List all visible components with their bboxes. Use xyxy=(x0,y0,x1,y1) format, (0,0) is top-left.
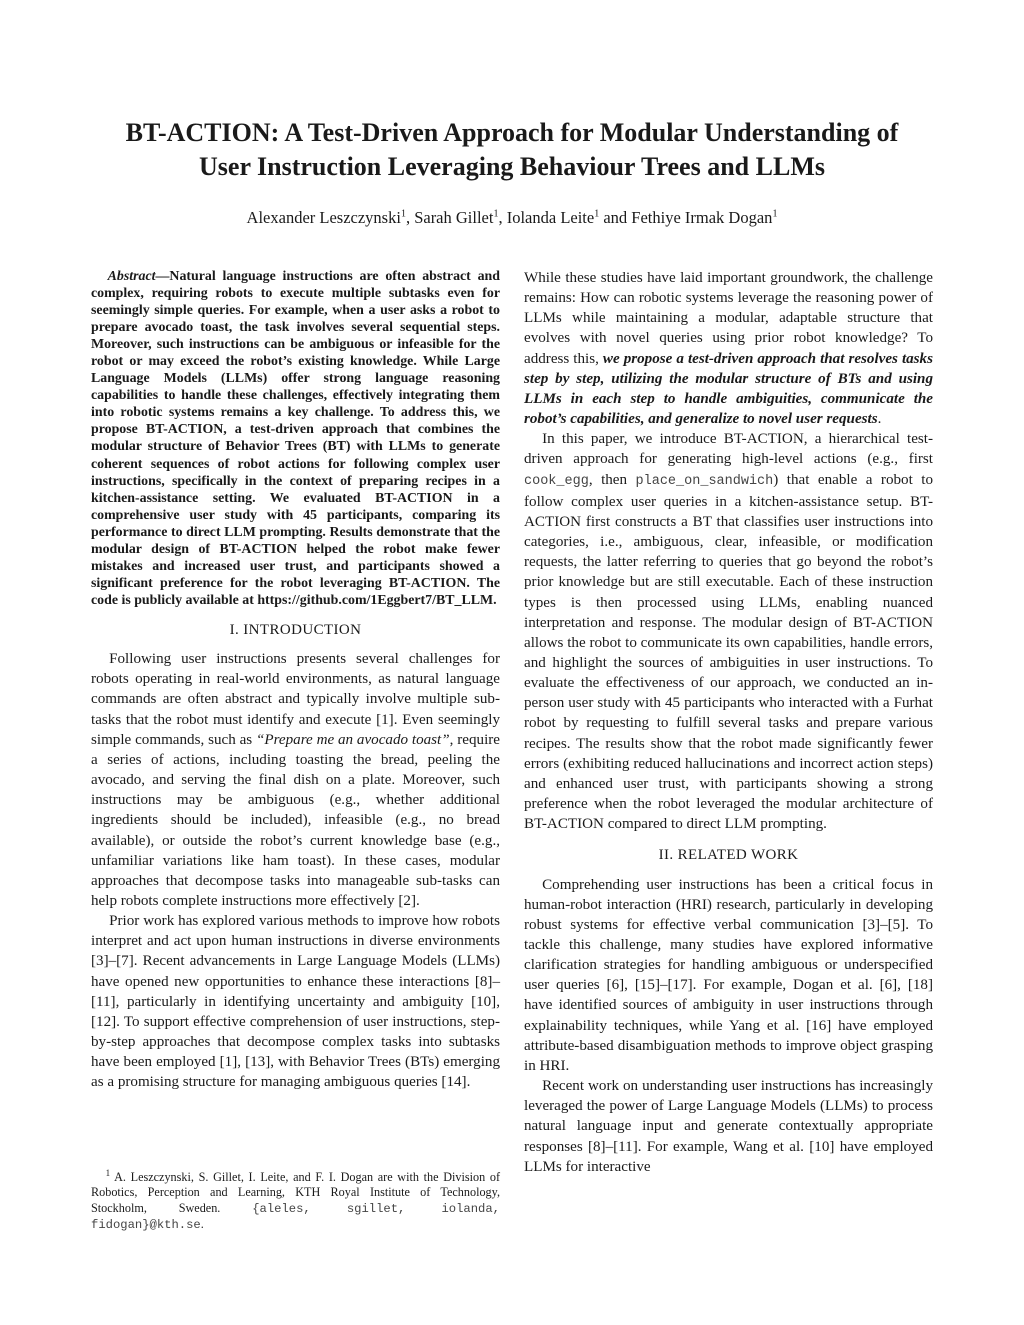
paragraph-text: . xyxy=(877,411,882,428)
author-list xyxy=(80,208,944,228)
section-heading-related-work: II. RELATED WORK xyxy=(658,847,799,864)
abstract xyxy=(91,268,500,609)
author-name: Iolanda Leite xyxy=(506,208,595,227)
footnote-text: . xyxy=(200,1217,204,1232)
paper-title xyxy=(80,116,944,184)
left-column xyxy=(91,268,500,1093)
paragraph xyxy=(524,268,933,429)
paragraph-text: , then xyxy=(588,471,636,488)
title-line-2: User Instruction Leveraging Behaviour Trees and LLMs xyxy=(199,152,825,181)
section-heading-introduction: I. INTRODUCTION xyxy=(229,621,362,638)
paragraph-text: , require a series of actions, including toasting the bread, peeling the avocado, and serving the final dish on a plate. Moreover, such instructions may be ambiguous (e.g., whether additional ingredients should be included), infeasible (e.g., no bread available), or outside the robot’s current knowledge base (e.g., unfamiliar variations like ham toast). In these cases, modular approaches that decompose tasks into manageable sub-tasks can help robots complete instructions more effectively [2]. xyxy=(91,731,501,909)
paragraph xyxy=(91,649,500,911)
paragraph-text: In this paper, we introduce BT-ACTION, a hierarchical test-driven approach for generating high-level actions (e.g., first xyxy=(524,431,933,468)
paragraph: Recent work on understanding user instructions has increasingly leveraged the power of Large Language Models (LLMs) to process natural language input and generate contextually appropriate responses [8]–[11]. For example, Wang et al. [10] have employed LLMs for interactive xyxy=(524,1078,933,1175)
author-name: Alexander Leszczynski xyxy=(246,208,401,227)
author-separator: , xyxy=(405,208,415,227)
code-action-name: cook_egg xyxy=(524,473,589,489)
abstract-dash: — xyxy=(155,269,170,284)
affiliation-marker: 1 xyxy=(594,208,600,220)
footnote-marker: 1 xyxy=(105,1168,111,1178)
paragraph xyxy=(524,429,933,834)
footnote-text: A. Leszczynski, S. Gillet, I. Leite, and F. I. Dogan are with the Division of Robotics, Perception and Learning, KTH Royal Institute of Technology, Stockholm, Sweden. xyxy=(91,1170,501,1215)
affiliation-marker: 1 xyxy=(772,208,778,220)
right-column xyxy=(524,268,933,1177)
paragraph: Prior work has explored various methods to improve how robots interpret and act upon human instructions in diverse environments [3]–[7]. Recent advancements in Large Language Models (LLMs) have opened new opportunities to enhance these interactions [8]–[11], particularly in identifying uncertainty and ambiguity [10], [12]. To support effective comprehension of user instructions, step-by-step approaches that decompose complex tasks into subtasks have been employed [1], [13], with Behavior Trees (BTs) emerging as a promising structure for managing ambiguous queries [14]. xyxy=(91,913,500,1091)
code-action-name: place_on_sandwich xyxy=(635,473,774,489)
title-line-1: BT-ACTION: A Test-Driven Approach for Modular Understanding of xyxy=(125,118,899,147)
affiliation-marker: 1 xyxy=(400,208,406,220)
author-name: Sarah Gillet xyxy=(414,208,494,227)
author-separator: , xyxy=(498,208,507,227)
abstract-text: Natural language instructions are often abstract and complex, requiring robots to execute multiple subtasks even for seemingly simple queries. For example, when a user asks a robot to prepare avocado toast, the task involves several sequential steps. Moreover, such instructions can be ambiguous or infeasible for the robot or may exceed the robot’s existing knowledge. While Large Language Models (LLMs) offer strong language reasoning capabilities to handle these challenges, effectively integrating them into robotic systems remains a key challenge. To address this, we propose BT-ACTION, a test-driven approach that combines the modular structure of Behavior Trees (BT) with LLMs to generate coherent sequences of robot actions for following complex user instructions, specifically in the context of preparing recipes in a kitchen-assistance setting. We evaluated BT-ACTION in a comprehensive user study with 45 participants, comparing its performance to direct LLM prompting. Results demonstrate that the modular design of BT-ACTION helped the robot make fewer mistakes and increased user trust, and participants showed a significant preference for the robot leveraging BT-ACTION. The code is publicly available at https://github.com/1Eggbert7/BT_LLM. xyxy=(91,269,500,608)
affiliation-marker: 1 xyxy=(493,208,499,220)
abstract-label: Abstract xyxy=(107,269,156,284)
affiliation-footnote xyxy=(91,1166,500,1234)
email-addresses: {aleles, sgillet, iolanda, fidogan}@kth.se xyxy=(91,1201,500,1233)
paragraph-text: While these studies have laid important groundwork, the challenge remains: How can robotic systems leverage the reasoning power of LLMs while maintaining a modular, adaptable structure that evolves with novel queries using prior robot knowledge? To address this, xyxy=(524,270,933,367)
author-name: Fethiye Irmak Dogan xyxy=(631,208,773,227)
quoted-command: “Prepare me an avocado toast” xyxy=(256,731,450,748)
paragraph: Comprehending user instructions has been a critical focus in human-robot interaction (HRI) research, particularly in developing robust systems for effective verbal communication [3]–[5]. To tackle this challenge, many studies have explored informative clarification strategies for handling ambiguous or underspecified user queries [6], [15]–[17]. For example, Dogan et al. [6], [18] have identified sources of ambiguity in user instructions through explainability techniques, while Yang et al. [16] have employed attribute-based disambiguation methods to improve object grasping in HRI. xyxy=(524,876,933,1074)
paragraph-text: Following user instructions presents several challenges for robots operating in real-world environments, as natural language commands are often abstract and typically involve multiple sub-tasks that the robot must identify and execute [1]. Even seemingly simple commands, such as xyxy=(91,651,500,748)
author-separator: and xyxy=(599,208,632,227)
contribution-statement: we propose a test-driven approach that resolves tasks step by step, utilizing the modular structure of BTs and using LLMs in each step to handle ambiguities, communicate the robot’s capabilities, and generalize to novel user requests xyxy=(524,350,933,428)
paragraph-text: ) that enable a robot to follow complex user queries in a kitchen-assistance setup. BT-ACTION first constructs a BT that classifies user instructions into categories, i.e., ambiguous, clear, infeasible, or modification requests, the latter referring to queries that go beyond the robot’s prior knowledge but are still executable. Each of these instruction types is then processed using LLMs, enabling nuanced interpretation and response. The modular design of BT-ACTION allows the robot to communicate its own capabilities, handle errors, and highlight the sources of ambiguities in user instructions. To evaluate the effectiveness of our approach, we conducted an in-person user study with 45 participants who interacted with a Furhat robot by requesting to fulfill several tasks and prepare various recipes. The results show that the robot made significantly fewer errors (exhibiting reduced hallucinations and incorrect action steps) and enhanced user trust, with participants showing a strong preference when the robot leveraged the modular architecture of BT-ACTION compared to direct LLM prompting. xyxy=(524,471,933,833)
